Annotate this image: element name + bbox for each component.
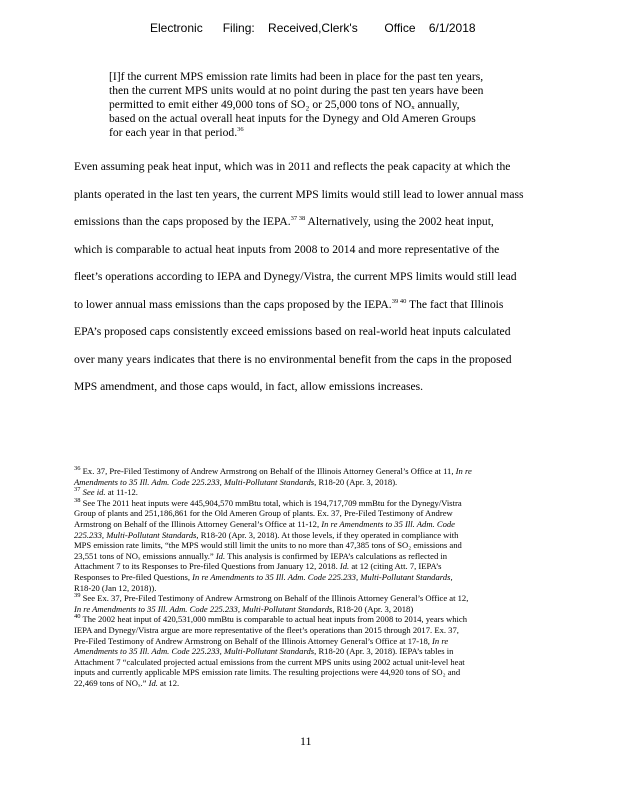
footnote-number: 38 bbox=[74, 496, 81, 504]
footnote-38-cont: MPS emission rate limits, “the MPS would still limit the units to no more than 47,385 tons of SO₂ emissions and bbox=[74, 540, 462, 551]
quote-line: [I]f the current MPS emission rate limits had been in place for the past ten years, bbox=[109, 70, 484, 83]
footnote-id: id. bbox=[96, 487, 106, 498]
footnote-38 bbox=[74, 498, 554, 509]
footnote-case-name: 225.233, Multi-Pollutant Standards bbox=[74, 529, 197, 540]
footnote-36-cont bbox=[74, 477, 554, 488]
footnote-40 bbox=[74, 614, 554, 625]
footnote-text: , R18-20 (Apr. 3, 2018). bbox=[314, 476, 398, 487]
footnote-40-cont: IEPA and Dynegy/Vistra argue are more representative of the fleet’s operations than 2015 through 2017. Ex. 37, bbox=[74, 624, 459, 635]
footnote-case-name: In re bbox=[432, 635, 449, 646]
footnote-38-cont bbox=[74, 530, 554, 541]
body-line-text: The fact that Illinois bbox=[406, 297, 504, 311]
body-line: over many years indicates that there is no environmental benefit from the caps in the proposed bbox=[74, 352, 512, 366]
footnote-38-cont: Group of plants and 251,186,861 for the Old Ameren Group of plants. Ex. 37, Pre-Filed Testimony of Andrew bbox=[74, 508, 453, 519]
footnote-text: at 12. bbox=[157, 677, 180, 688]
footnote-text: Pre-Filed Testimony of Andrew Armstrong on Behalf of the Illinois Attorney General’s Office at 17-18, bbox=[74, 635, 433, 646]
footnote-text: , R18-20 (Apr. 3, 2018). At those levels, if they operated in compliance with bbox=[196, 529, 459, 540]
block-quote bbox=[109, 70, 554, 140]
body-line: fleet’s operations according to IEPA and Dynegy/Vistra, the current MPS limits would still lead bbox=[74, 270, 517, 283]
footnote-38-cont bbox=[74, 551, 554, 562]
footnote-id: Id. bbox=[339, 561, 350, 572]
footnote-38-cont bbox=[74, 572, 554, 583]
footnote-text: See The 2011 heat inputs were 445,904,570 mmBtu total, which is 194,717,709 mmBtu for the Dynegy/Vistra bbox=[80, 497, 462, 508]
footnote-text: See Ex. 37, Pre-Filed Testimony of Andrew Armstrong on Behalf of the Illinois Attorney General’s Office at 12, bbox=[80, 593, 469, 604]
footnote-ref-39-40[interactable]: 39 40 bbox=[391, 297, 407, 305]
body-line-text: to lower annual mass emissions than the caps proposed by the IEPA. bbox=[74, 297, 392, 311]
footnote-case-name: In re Amendments to 35 Ill. Adm. Code 225.233, Multi-Pollutant Standards bbox=[74, 603, 333, 614]
body-line bbox=[74, 291, 554, 319]
footnote-number: 40 bbox=[74, 613, 81, 621]
footnote-39 bbox=[74, 593, 554, 604]
footnote-text: This analysis is confirmed by IEPA’s calculations as reflected in bbox=[225, 550, 448, 561]
body-line-text: emissions than the caps proposed by the IEPA. bbox=[74, 215, 291, 228]
footnote-40-cont bbox=[74, 646, 554, 657]
footnote-text: Ex. 37, Pre-Filed Testimony of Andrew Armstrong on Behalf of the Illinois Attorney General’s Office at 11, bbox=[80, 466, 456, 476]
body-line: Even assuming peak heat input, which was in 2011 and reflects the peak capacity at which the bbox=[74, 160, 511, 173]
footnote-text: Responses to Pre-filed Questions, bbox=[74, 571, 193, 582]
footnote-text: 22,469 tons of NOₓ.” bbox=[74, 677, 149, 688]
footnote-id: Id. bbox=[215, 550, 226, 561]
quote-line: then the current MPS units would at no point during the past ten years have been bbox=[109, 84, 484, 97]
footnote-37 bbox=[74, 487, 554, 498]
body-line: plants operated in the last ten years, the current MPS limits would still lead to lower annual mass bbox=[74, 187, 524, 201]
footnote-case-name: In re Amendments to 35 Ill. Adm. Code 225.233, Multi-Pollutant Standards bbox=[192, 571, 451, 582]
quote-line bbox=[109, 126, 554, 140]
footnote-38-cont: R18-20 (Jan 12, 2018)). bbox=[74, 582, 157, 593]
footnotes-section bbox=[74, 466, 554, 688]
footnote-40-cont: inputs and currently applicable MPS emission rate limits. The resulting projections were 44,920 tons of SO₂ and bbox=[74, 667, 461, 678]
footnote-text: , R18-20 (Apr. 3, 2018) bbox=[332, 603, 414, 614]
footnote-38-cont bbox=[74, 561, 554, 572]
footnote-number: 36 bbox=[74, 465, 81, 473]
quote-line: permitted to emit either 49,000 tons of SO₂ or 25,000 tons of NOₓ annually, bbox=[109, 98, 460, 111]
footnote-36 bbox=[74, 466, 554, 477]
footnote-40-cont: Attachment 7 “calculated projected actual emissions from the current MPS units using 2002 actual unit-level heat bbox=[74, 656, 465, 667]
footnote-text: , bbox=[450, 571, 453, 582]
quote-line-text: for each year in that period. bbox=[109, 126, 238, 139]
body-line-text: Alternatively, using the 2002 heat input, bbox=[305, 215, 494, 228]
footnote-39-cont bbox=[74, 604, 554, 615]
footnote-ref-37-38[interactable]: 37 38 bbox=[290, 215, 306, 223]
filing-header: Electronic Filing: Received,Clerk's Office 6/1/2018 bbox=[150, 21, 476, 35]
footnote-text: , R18-20 (Apr. 3, 2018). IEPA’s tables in bbox=[314, 646, 454, 657]
footnote-text: The 2002 heat input of 420,531,000 mmBtu is comparable to actual heat inputs from 2008 to 2014, years which bbox=[80, 614, 467, 625]
footnote-case-name: In re bbox=[455, 466, 472, 476]
footnote-text: at 11-12. bbox=[105, 487, 138, 498]
quote-line: based on the actual overall heat inputs for the Dynegy and Old Ameren Groups bbox=[109, 112, 476, 125]
footnote-text: Armstrong on Behalf of the Illinois Attorney General’s Office at 11-12, bbox=[74, 518, 322, 529]
footnote-number: 39 bbox=[74, 592, 81, 600]
footnote-text: 23,551 tons of NOₓ emissions annually.” bbox=[74, 550, 216, 561]
body-line: EPA’s proposed caps consistently exceed emissions based on real-world heat inputs calculated bbox=[74, 325, 511, 338]
body-line: which is comparable to actual heat inputs from 2008 to 2014 and more representative of the bbox=[74, 242, 500, 256]
footnote-case-name: Amendments to 35 Ill. Adm. Code 225.233, Multi-Pollutant Standards bbox=[74, 476, 315, 487]
page-number: 11 bbox=[300, 734, 312, 748]
footnote-38-cont bbox=[74, 519, 554, 530]
footnote-text: Attachment 7 to its Responses to Pre-filed Questions from January 12, 2018. bbox=[74, 561, 340, 572]
footnote-40-cont bbox=[74, 678, 554, 689]
footnote-case-name: Amendments to 35 Ill. Adm. Code 225.233, Multi-Pollutant Standards bbox=[74, 646, 315, 657]
footnote-ref-36[interactable]: 36 bbox=[237, 126, 244, 134]
footnote-number: 37 bbox=[74, 486, 81, 494]
body-line bbox=[74, 208, 554, 236]
body-line: MPS amendment, and those caps would, in fact, allow emissions increases. bbox=[74, 380, 424, 393]
body-paragraph bbox=[74, 153, 554, 401]
footnote-text: at 12 (citing Att. 7, IEPA’s bbox=[349, 561, 442, 572]
footnote-case-name: In re Amendments to 35 Ill. Adm. Code bbox=[321, 518, 455, 529]
footnote-id: Id. bbox=[148, 677, 158, 688]
footnote-40-cont bbox=[74, 636, 554, 647]
footnote-signal: See bbox=[80, 487, 97, 498]
